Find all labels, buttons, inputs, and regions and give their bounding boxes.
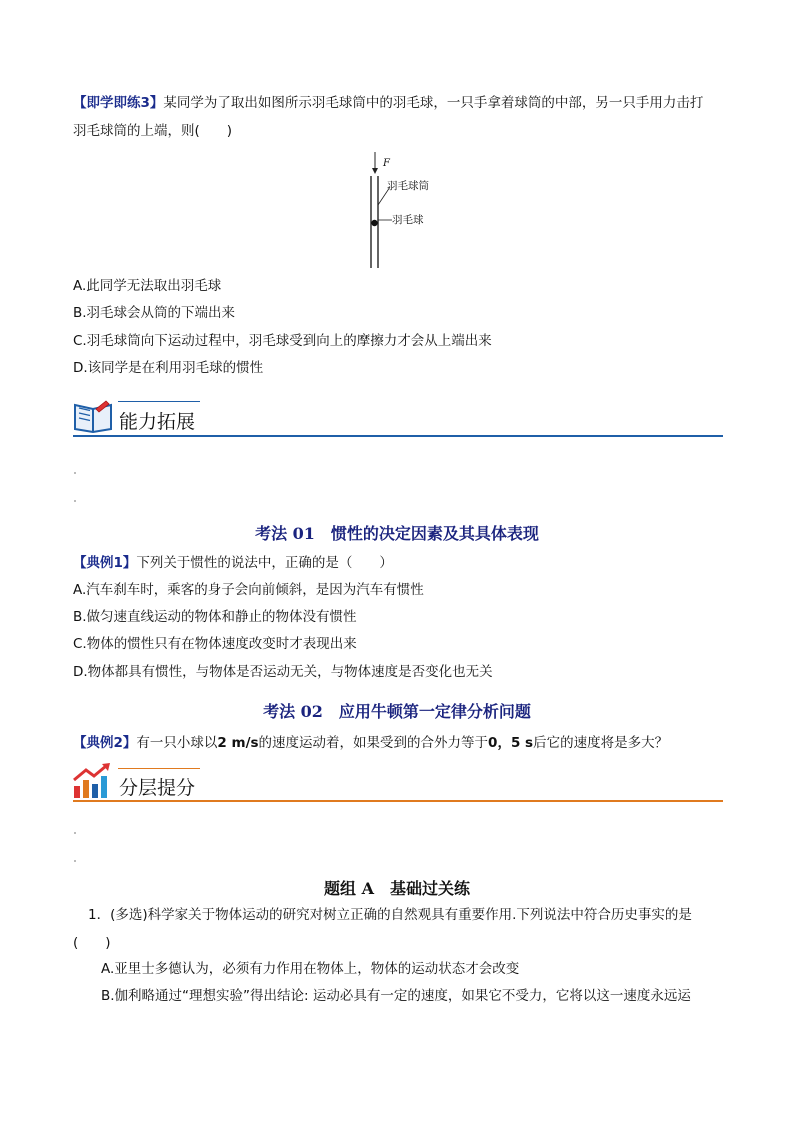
groupA-title: 题组 A 基础过关练 (324, 879, 470, 898)
tube-diagram (340, 150, 460, 272)
artifact-dot (74, 500, 76, 502)
method1-tag: 【典例1】 (73, 555, 137, 571)
method2-q-e: 后它的速度将是多大？ (533, 735, 669, 751)
groupA-option-a: A.亚里士多德认为，必须有力作用在物体上，物体的运动状态才会改变 (101, 961, 520, 977)
method1-question (73, 553, 393, 573)
method2-tag: 【典例2】 (73, 735, 137, 751)
tube-label: 羽毛球筒 (387, 180, 429, 192)
practice3-line1 (73, 93, 703, 113)
groupA-option-b: B.伽利略通过“理想实验”得出结论: 运动必具有一定的速度，如果它不受力，它将以这一速度永远运 (101, 988, 691, 1004)
force-arrow-head (372, 168, 378, 174)
practice3-line2: 羽毛球筒的上端，则( ) (73, 123, 233, 139)
method1-option-b: B.做匀速直线运动的物体和静止的物体没有惯性 (73, 609, 357, 625)
method1-option-d: D.物体都具有惯性，与物体是否运动无关，与物体速度是否变化也无关 (73, 664, 493, 680)
method2-question (73, 733, 668, 753)
banner1-rule (73, 435, 723, 437)
practice3-tag: 【即学即练3】 (73, 95, 164, 111)
artifact-dot (74, 860, 76, 862)
method2-speed: 2 m/s (217, 735, 259, 751)
method2-q-c: 的速度运动着，如果受到的合外力等于 (258, 735, 489, 751)
bar-chart-arrow-icon (72, 762, 114, 800)
banner2-rule (73, 800, 723, 802)
method1-option-c: C.物体的惯性只有在物体速度改变时才表现出来 (73, 636, 357, 652)
tube-figure (340, 150, 460, 272)
practice3-text1: 某同学为了取出如图所示羽毛球筒中的羽毛球，一只手拿着球筒的中部，另一只手用力击打 (163, 95, 704, 111)
practice3-option-a: A.此同学无法取出羽毛球 (73, 278, 222, 294)
banner2-title: 分层提分 (119, 777, 196, 799)
banner1-title: 能力拓展 (119, 411, 196, 433)
shuttlecock-dot (371, 220, 377, 226)
groupA-q1-line1: 1．(多选)科学家关于物体运动的研究对树立正确的自然观具有重要作用.下列说法中符合历史事实的是 (88, 907, 692, 923)
artifact-dot (74, 832, 76, 834)
method1-option-a: A.汽车刹车时，乘客的身子会向前倾斜，是因为汽车有惯性 (73, 582, 424, 598)
banner1-top-rule (118, 401, 200, 402)
banner2-top-rule (118, 768, 200, 769)
method1-title: 考法 01 惯性的决定因素及其具体表现 (255, 524, 539, 543)
method2-title: 考法 02 应用牛顿第一定律分析问题 (263, 702, 531, 721)
force-label: F (383, 158, 390, 169)
method1-question-text: 下列关于惯性的说法中，正确的是（ ） (136, 555, 393, 571)
ball-label: 羽毛球 (392, 214, 424, 226)
artifact-dot (74, 472, 76, 474)
practice3-option-b: B.羽毛球会从筒的下端出来 (73, 305, 236, 321)
practice3-option-c: C.羽毛球筒向下运动过程中，羽毛球受到向上的摩擦力才会从上端出来 (73, 333, 492, 349)
open-book-icon (73, 395, 113, 433)
method2-q-a: 有一只小球以 (136, 735, 218, 751)
groupA-q1-line2: ( ) (73, 935, 111, 951)
method2-force-time: 0，5 s (488, 735, 534, 751)
practice3-option-d: D.该同学是在利用羽毛球的惯性 (73, 360, 264, 376)
